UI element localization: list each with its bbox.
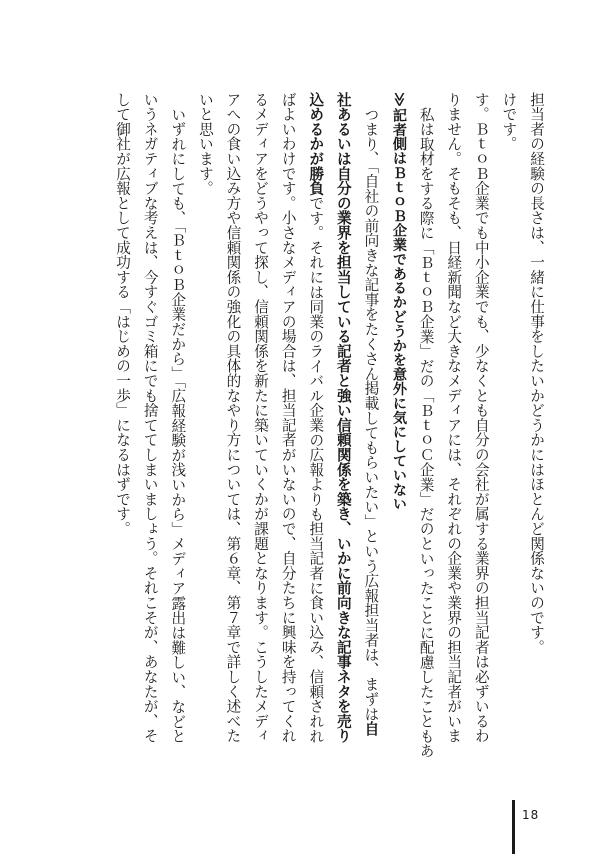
- body-line: いうネガティブな考えは、今すぐゴミ箱にでも捨ててしまいましょう。それこそが、あなたが、そ: [141, 92, 159, 744]
- vertical-text-body: [109, 92, 551, 758]
- double-chevron-icon: ≫: [391, 92, 408, 104]
- emphasis-text: 自: [362, 720, 380, 736]
- body-line: けです。: [500, 92, 518, 152]
- body-line: [357, 92, 385, 736]
- body-line: す。ＢｔｏＢ企業でも中小企業でも、少なくとも自分の会社が属する業界の担当記者は必ずいるわ: [472, 92, 490, 744]
- body-line: いと思います。: [196, 92, 214, 196]
- body-text: つまり、「自社の前向きな記事をたくさん掲載してもらいたい」という広報担当者は、まずは: [362, 106, 380, 721]
- body-line: して御社が広報として成功する「はじめの一歩」になるはずです。: [114, 92, 132, 536]
- body-line: ばよいわけです。小さなメディアの場合は、担当記者がいないので、自分たちに興味を持ってくれ: [279, 92, 297, 744]
- body-text: です。それには同業のライバル企業の広報よりも担当記者に食い込み、信頼されれ: [307, 195, 325, 744]
- body-line: りません。そもそも、日経新聞など大きなメディアには、それぞれの企業や業界の担当記者がいま: [445, 92, 463, 744]
- emphasis-line: 社あるいは自分の業界を担当している記者と強い信頼関係を築き、いかに前向きな記事ネタを売り: [334, 92, 352, 744]
- body-line: いずれにしても、「ＢｔｏＢ企業だから」「広報経験が浅いから」メディア露出は難しい、などと: [169, 106, 187, 744]
- page-number: 18: [522, 808, 540, 822]
- section-heading: [384, 92, 412, 732]
- body-line: アへの食い込み方や信頼関係の強化の具体的なやり方については、第６章、第７章で詳しく述べた: [224, 92, 242, 744]
- body-line: るメディアをどうやって探し、信頼関係を新たに築いていくかが課題となります。こうしたメディ: [252, 92, 270, 744]
- body-line: 担当者の経験の長さは、一緒に仕事をしたいかどうかにはほとんど関係ないのです。: [528, 92, 545, 655]
- section-heading-text: 記者側はＢｔｏＢ企業であるかどうかを意外に気にしていない: [391, 107, 408, 512]
- page-number-rule: [512, 800, 515, 854]
- body-line: [302, 92, 330, 744]
- emphasis-text: 込めるかが勝負: [307, 92, 325, 196]
- body-line: 私は取材をする際に「ＢｔｏＢ企業」だの「ＢｔｏＣ企業」だのといったことに配慮したこともあ: [417, 106, 435, 758]
